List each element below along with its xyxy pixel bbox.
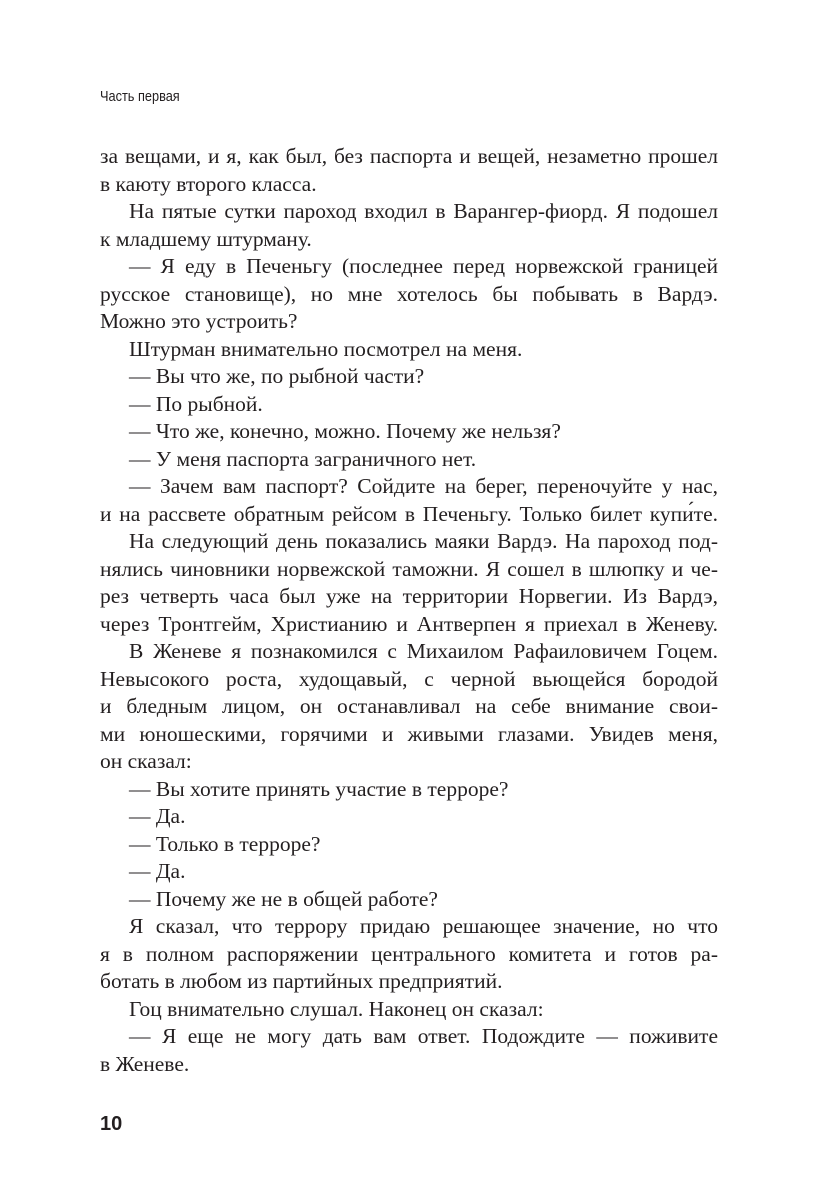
text-line: в Женеве. (100, 1051, 190, 1076)
text-line: — Что же, конечно, можно. Почему же нельзя? (129, 419, 561, 443)
text-line: за вещами, и я, как был, без паспорта и вещей, незаметно прошел (100, 144, 718, 168)
text-line: На следующий день показались маяки Вардэ. На пароход под- (129, 529, 718, 553)
text-line: ми юношескими, горячими и живыми глазами. Увидев меня, (100, 721, 718, 746)
text-line: Гоц внимательно слушал. Наконец он сказал: (129, 996, 544, 1021)
text-line: нялись чиновники норвежской таможни. Я сошел в шлюпку и че- (100, 556, 718, 581)
text-line: Штурман внимательно посмотрел на меня. (129, 336, 523, 361)
text-line: — Я еще не могу дать вам ответ. Подождите — поживите (129, 1024, 718, 1048)
running-header: Часть первая (100, 88, 180, 105)
text-line: — Да. (129, 804, 186, 828)
text-line: через Тронтгейм, Христианию и Антверпен я приехал в Женеву. (100, 611, 718, 636)
page-body-text (100, 143, 718, 1078)
text-line: — Я еду в Печеньгу (последнее перед норвежской границей (129, 254, 718, 278)
text-line: Я сказал, что террору придаю решающее значение, но что (129, 914, 718, 938)
text-line: В Женеве я познакомился с Михаилом Рафаиловичем Гоцем. (129, 639, 718, 663)
text-line: к младшему штурману. (100, 226, 312, 251)
text-line: Можно это устроить? (100, 309, 298, 333)
text-line: — У меня паспорта заграничного нет. (129, 446, 477, 471)
text-line: Невысокого роста, худощавый, с черной вьющейся бородой (100, 666, 718, 691)
text-line: в каюту второго класса. (100, 171, 317, 196)
text-line: русское становище), но мне хотелось бы побывать в Вардэ. (100, 281, 718, 306)
text-line: — Зачем вам паспорт? Сойдите на берег, переночуйте у нас, (129, 474, 718, 498)
text-line: — По рыбной. (129, 391, 263, 416)
text-line: и бледным лицом, он останавливал на себе внимание свои- (100, 694, 718, 718)
text-line: На пятые сутки пароход входил в Варангер-фиорд. Я подошел (129, 199, 718, 223)
text-line: — Только в терроре? (129, 831, 321, 856)
text-line: — Вы что же, по рыбной части? (129, 364, 425, 388)
page-number: 10 (100, 1113, 123, 1135)
text-line: — Почему же не в общей работе? (129, 886, 438, 911)
text-line: и на рассвете обратным рейсом в Печеньгу. Только билет купи́те. (100, 501, 718, 526)
text-line: рез четверть часа был уже на территории Норвегии. Из Вардэ, (100, 584, 718, 608)
text-line: он сказал: (100, 749, 192, 773)
text-line: — Вы хотите принять участие в терроре? (129, 776, 509, 801)
text-line: ботать в любом из партийных предприятий. (100, 969, 503, 993)
text-line: — Да. (129, 859, 186, 883)
text-line: я в полном распоряжении центрального комитета и готов ра- (100, 941, 718, 966)
